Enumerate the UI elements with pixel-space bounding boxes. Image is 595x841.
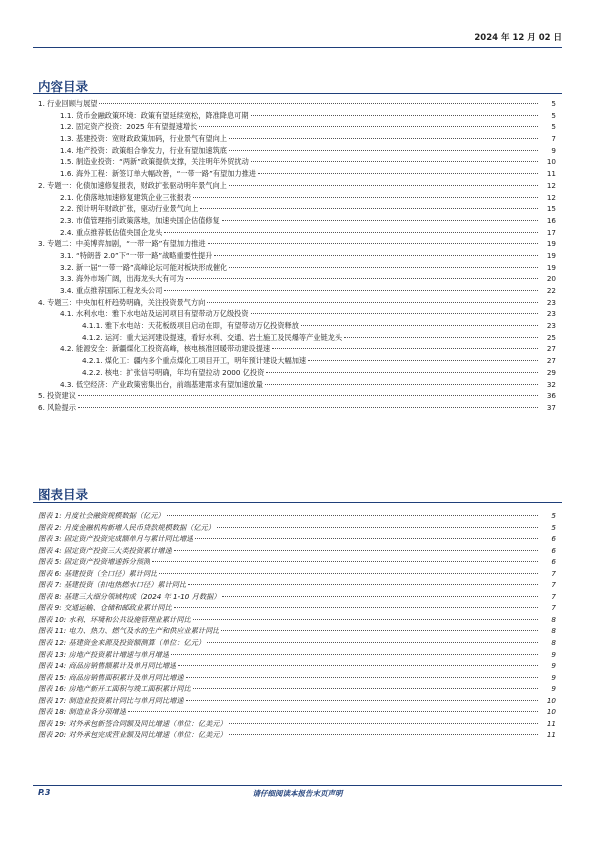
dot-leader	[174, 550, 538, 551]
toc-entry[interactable]	[38, 356, 556, 368]
footer-page-number: P.3	[38, 788, 51, 797]
dot-leader	[99, 103, 538, 104]
figure-entry-page: 6	[551, 557, 556, 567]
figure-entry-page: 11	[546, 718, 556, 728]
dot-leader	[229, 185, 538, 186]
toc-entry-label: 3.1. “特朗普 2.0”下“一带一路”战略重要性提升	[60, 250, 213, 260]
toc-entry-label: 4.2.2. 核电：扩张信号明确，年均有望拉动 2000 亿投资	[82, 367, 265, 377]
dot-leader	[159, 573, 538, 574]
figure-entry-label: 图表 15: 商品房销售面积累计及单月同比增速	[38, 672, 184, 682]
figure-entry-page: 11	[546, 730, 556, 740]
toc-entry-page: 27	[546, 356, 556, 366]
header-date: 2024 年 12 月 02 日	[474, 33, 562, 43]
dot-leader	[193, 197, 538, 198]
toc-entry-label: 2.4. 重点推荐低估值央国企龙头	[60, 227, 163, 237]
toc-title-rule	[33, 93, 562, 94]
dot-leader	[221, 630, 538, 631]
footer-rule	[33, 785, 562, 786]
dot-leader	[229, 150, 538, 151]
figure-entry[interactable]	[38, 696, 556, 708]
toc-entry-page: 12	[546, 180, 556, 190]
dot-leader	[208, 243, 538, 244]
toc-entry-label: 1.3. 基建投资：宽财政政策加码，行业景气有望向上	[60, 134, 227, 144]
figure-list	[38, 511, 556, 742]
figure-entry-label: 图表 7: 基建投资（扣电热燃水口径）累计同比	[38, 580, 187, 590]
toc-entry-label: 4.1. 水利水电：雅下水电站及运河项目有望带动万亿级投资	[60, 309, 249, 319]
toc-entry[interactable]	[38, 99, 556, 111]
toc-entry-page: 25	[546, 332, 556, 342]
toc-entry-label: 2. 专题一：化债加速修复报表，财政扩张驱动明年景气向上	[38, 180, 227, 190]
toc-entry-label: 2.3. 市值管理指引政策落地，加速央国企估值修复	[60, 215, 220, 225]
toc-entry[interactable]	[38, 146, 556, 158]
toc-entry-page: 27	[546, 344, 556, 354]
figure-entry-label: 图表 14: 商品房销售额累计及单月同比增速	[38, 661, 177, 671]
figure-entry[interactable]	[38, 673, 556, 685]
figure-entry-page: 6	[551, 545, 556, 555]
figure-entry-label: 图表 12: 基建资金来源及投资额测算（单位：亿元）	[38, 638, 206, 648]
footer-notice: 请仔细阅读本报告末页声明	[252, 789, 343, 798]
toc-entry-page: 9	[551, 145, 556, 155]
figure-entry-page: 7	[551, 580, 556, 590]
figure-entry[interactable]	[38, 523, 556, 535]
toc-entry[interactable]	[38, 169, 556, 181]
figure-entry[interactable]	[38, 569, 556, 581]
toc-entry[interactable]	[38, 181, 556, 193]
toc-entry-page: 5	[551, 110, 556, 120]
dot-leader	[207, 642, 538, 643]
toc-entry-page: 7	[551, 134, 556, 144]
toc-entry-page: 32	[546, 379, 556, 389]
toc-entry-label: 5. 投资建议	[38, 391, 76, 401]
dot-leader	[229, 138, 538, 139]
toc-entry-page: 5	[551, 122, 556, 132]
dot-leader	[222, 596, 538, 597]
figure-entry-page: 9	[551, 684, 556, 694]
dot-leader	[272, 348, 538, 349]
toc-entry[interactable]	[38, 251, 556, 263]
figure-entry[interactable]	[38, 557, 556, 569]
figures-title: 图表目录	[38, 487, 89, 502]
dot-leader	[344, 337, 538, 338]
dot-leader	[251, 313, 538, 314]
toc-entry[interactable]	[38, 298, 556, 310]
dot-leader	[78, 407, 538, 408]
toc-entry[interactable]	[38, 274, 556, 286]
figures-title-rule	[33, 502, 562, 503]
dot-leader	[186, 278, 538, 279]
toc-entry[interactable]	[38, 134, 556, 146]
toc-entry[interactable]	[38, 380, 556, 392]
toc-entry-page: 23	[546, 321, 556, 331]
figure-entry-label: 图表 13: 房地产投资累计增速与单月增速	[38, 649, 170, 659]
toc-entry-page: 20	[546, 274, 556, 284]
figure-entry-page: 6	[551, 534, 556, 544]
figure-entry[interactable]	[38, 684, 556, 696]
figure-entry[interactable]	[38, 534, 556, 546]
toc-entry[interactable]	[38, 193, 556, 205]
figure-entry-label: 图表 2: 月度金融机构新增人民币贷款规模数据（亿元）	[38, 522, 215, 532]
figure-entry[interactable]	[38, 661, 556, 673]
figure-entry[interactable]	[38, 638, 556, 650]
figure-entry-label: 图表 9: 交通运输、仓储和邮政业累计同比	[38, 603, 172, 613]
toc-entry-label: 2.1. 化债落地加速修复建筑企业三张报表	[60, 192, 192, 202]
dot-leader	[301, 325, 538, 326]
figure-entry-page: 10	[546, 707, 556, 717]
toc-entry[interactable]	[38, 122, 556, 134]
figure-entry-page: 5	[551, 522, 556, 532]
toc-entry[interactable]	[38, 391, 556, 403]
figure-entry-page: 10	[546, 695, 556, 705]
figure-entry-page: 9	[551, 649, 556, 659]
dot-leader	[152, 561, 538, 562]
toc-entry[interactable]	[38, 321, 556, 333]
figure-entry-label: 图表 18: 制造业各分项增速	[38, 707, 127, 717]
dot-leader	[199, 126, 538, 127]
toc-entry-label: 3.3. 海外市场广阔，出海龙头大有可为	[60, 274, 184, 284]
figure-entry[interactable]	[38, 592, 556, 604]
figure-entry[interactable]	[38, 719, 556, 731]
toc-entry[interactable]	[38, 263, 556, 275]
dot-leader	[193, 688, 538, 689]
toc-entry-label: 1.6. 海外工程：新签订单大幅改善，“一带一路”有望加力推进	[60, 169, 256, 179]
dot-leader	[266, 372, 538, 373]
dot-leader	[308, 360, 538, 361]
figure-entry[interactable]	[38, 730, 556, 742]
dot-leader	[186, 700, 538, 701]
dot-leader	[167, 515, 538, 516]
dot-leader	[195, 538, 538, 539]
figure-entry-label: 图表 19: 对外承包新签合同额及同比增速（单位：亿美元）	[38, 718, 227, 728]
toc-entry-label: 1.4. 地产投资：政策组合拳发力，行业有望加速筑底	[60, 145, 227, 155]
dot-leader	[222, 220, 538, 221]
dot-leader	[229, 267, 538, 268]
toc-entry-page: 12	[546, 192, 556, 202]
dot-leader	[229, 734, 538, 735]
toc-entry-label: 3.4. 重点推荐国际工程龙头公司	[60, 286, 163, 295]
figure-entry-label: 图表 16: 房地产新开工面积与竣工面积累计同比	[38, 684, 191, 694]
dot-leader	[251, 115, 538, 116]
dot-leader	[164, 232, 538, 233]
toc-entry-label: 6. 风险提示	[38, 402, 76, 412]
toc-entry-label: 1.5. 制造业投资：“两新”政策提供支撑，关注明年外贸扰动	[60, 157, 249, 167]
figure-entry-label: 图表 20: 对外承包完成营业额及同比增速（单位：亿美元）	[38, 730, 227, 740]
dot-leader	[174, 607, 538, 608]
toc-entry-label: 1.2. 固定资产投资：2025 年有望提速增长	[60, 122, 198, 132]
figure-entry-label: 图表 10: 水利、环境和公共设施管理业累计同比	[38, 614, 191, 624]
toc-entry-page: 23	[546, 297, 556, 307]
dot-leader	[78, 395, 538, 396]
toc-entry-label: 4.2.1. 煤化工：疆内多个重点煤化工项目开工，明年预计建设大幅加速	[82, 356, 307, 366]
toc-entry-page: 36	[546, 391, 556, 401]
toc-entry-page: 22	[546, 286, 556, 295]
toc-entry-page: 11	[546, 169, 556, 179]
toc-entry-page: 19	[546, 250, 556, 260]
dot-leader	[200, 208, 538, 209]
figure-entry[interactable]	[38, 615, 556, 627]
toc-entry[interactable]	[38, 403, 556, 415]
toc-entry-label: 2.2. 预计明年财政扩张，驱动行业景气向上	[60, 204, 199, 214]
toc-entry[interactable]	[38, 344, 556, 356]
toc-entry-page: 10	[546, 157, 556, 167]
toc-entry-label: 1.1. 货币金融政策环境：政策有望延续宽松，降准降息可期	[60, 110, 249, 120]
figure-entry-label: 图表 17: 制造业投资累计同比与单月同比增速	[38, 695, 184, 705]
toc-entry-label: 4.2. 能源安全：新疆煤化工投资高峰，核电核准回暖带动建设提速	[60, 344, 271, 354]
header-rule	[33, 47, 562, 48]
dot-leader	[164, 290, 538, 291]
toc-entry[interactable]	[38, 286, 556, 298]
toc-entry[interactable]	[38, 333, 556, 345]
toc-entry[interactable]	[38, 239, 556, 251]
toc-entry-page: 16	[546, 215, 556, 225]
figure-entry-page: 9	[551, 661, 556, 671]
toc-entry-page: 29	[546, 367, 556, 377]
figure-entry-label: 图表 4: 固定资产投资三大类投资累计增速	[38, 545, 172, 555]
figure-entry-page: 8	[551, 614, 556, 624]
table-of-contents	[38, 99, 556, 415]
toc-entry[interactable]	[38, 228, 556, 240]
dot-leader	[128, 711, 538, 712]
toc-entry-page: 19	[546, 239, 556, 249]
dot-leader	[265, 384, 538, 385]
figure-entry[interactable]	[38, 626, 556, 638]
figure-entry[interactable]	[38, 650, 556, 662]
figure-entry-page: 5	[551, 511, 556, 520]
dot-leader	[186, 677, 538, 678]
dot-leader	[171, 654, 538, 655]
toc-entry[interactable]	[38, 204, 556, 216]
toc-entry-page: 15	[546, 204, 556, 214]
toc-entry-page: 23	[546, 309, 556, 319]
toc-entry[interactable]	[38, 216, 556, 228]
toc-entry[interactable]	[38, 368, 556, 380]
figure-entry-page: 8	[551, 638, 556, 648]
toc-entry-label: 3. 专题二：中美博弈加剧，“一带一路”有望加力推进	[38, 239, 206, 249]
dot-leader	[193, 619, 538, 620]
toc-entry-label: 1. 行业回顾与展望	[38, 99, 98, 108]
dot-leader	[178, 665, 538, 666]
figure-entry-page: 7	[551, 568, 556, 578]
toc-entry-label: 3.2. 新一届“一带一路”高峰论坛可能对板块形成催化	[60, 262, 228, 272]
figure-entry-page: 9	[551, 672, 556, 682]
figure-entry-label: 图表 8: 基建三大细分领域构成（2024 年 1-10 月数据）	[38, 591, 221, 601]
toc-entry-label: 4.1.1. 雅下水电站：天花板级项目启动在即，有望带动万亿投资释放	[82, 321, 299, 331]
toc-entry[interactable]	[38, 111, 556, 123]
dot-leader	[258, 173, 538, 174]
dot-leader	[214, 255, 538, 256]
figure-entry[interactable]	[38, 511, 556, 523]
toc-entry-page: 19	[546, 262, 556, 272]
figure-entry-label: 图表 6: 基建投资（全口径）累计同比	[38, 568, 158, 578]
toc-entry[interactable]	[38, 309, 556, 321]
dot-leader	[207, 302, 538, 303]
toc-entry-page: 37	[546, 402, 556, 412]
toc-entry-label: 4.1.2. 运河：重大运河建设提速，看好水利、交通、岩土施工及民爆等产业链龙头	[82, 332, 343, 342]
figure-entry-page: 8	[551, 626, 556, 636]
toc-entry-label: 4.3. 低空经济：产业政策密集出台，前端基建需求有望加速放量	[60, 379, 263, 389]
figure-entry[interactable]	[38, 580, 556, 592]
figure-entry-label: 图表 11: 电力、热力、燃气及水的生产和供应业累计同比	[38, 626, 220, 636]
toc-entry[interactable]	[38, 157, 556, 169]
figure-entry-label: 图表 5: 固定资产投资增速拆分预测	[38, 557, 151, 567]
dot-leader	[251, 161, 538, 162]
dot-leader	[217, 527, 538, 528]
figure-entry[interactable]	[38, 707, 556, 719]
toc-entry-label: 4. 专题三：中央加杠杆趋势明确，关注投资景气方向	[38, 297, 206, 307]
figure-entry[interactable]	[38, 603, 556, 615]
figure-entry-label: 图表 3: 固定资产投资完成额单月与累计同比增速	[38, 534, 194, 544]
figure-entry-page: 7	[551, 603, 556, 613]
figure-entry-page: 7	[551, 591, 556, 601]
toc-entry-page: 17	[546, 227, 556, 237]
toc-entry-page: 5	[551, 99, 556, 108]
dot-leader	[229, 723, 538, 724]
toc-title: 内容目录	[38, 79, 89, 94]
figure-entry[interactable]	[38, 546, 556, 558]
dot-leader	[188, 584, 538, 585]
figure-entry-label: 图表 1: 月度社会融资规模数据（亿元）	[38, 511, 165, 520]
